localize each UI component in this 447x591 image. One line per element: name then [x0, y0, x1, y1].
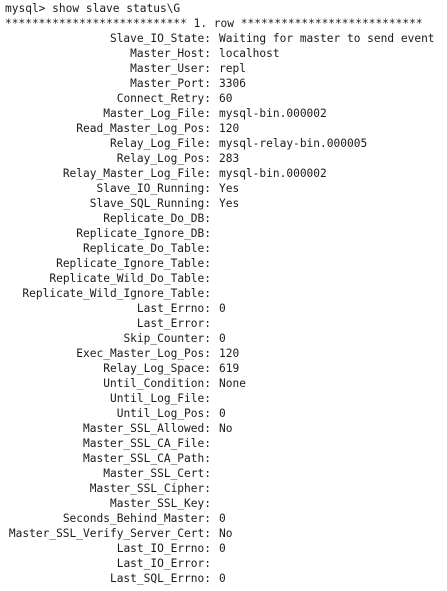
field-value: repl: [219, 62, 246, 75]
field-value: 0: [219, 572, 226, 585]
field-value: [211, 256, 219, 271]
status-field-row: [0, 181, 447, 196]
field-label: Seconds_Behind_Master:: [62, 512, 211, 525]
field-value: [211, 286, 219, 301]
field-value: 283: [219, 152, 240, 165]
status-field-row: [0, 241, 447, 256]
field-value: [211, 466, 219, 481]
field-label: Until_Log_Pos:: [116, 407, 211, 420]
status-field-row: [0, 361, 447, 376]
status-field-row: [0, 151, 447, 166]
field-value: [211, 481, 219, 496]
field-label: Master_Log_File:: [103, 107, 211, 120]
field-value: [211, 316, 219, 331]
status-field-row: [0, 31, 447, 46]
field-label: Read_Master_Log_Pos:: [76, 122, 211, 135]
field-value: None: [219, 377, 246, 390]
status-field-row: [0, 256, 447, 271]
field-label: Replicate_Wild_Do_Table:: [49, 272, 211, 285]
field-value: 120: [219, 122, 240, 135]
field-label: Slave_SQL_Running:: [89, 197, 211, 210]
status-field-row: [0, 226, 447, 241]
field-label: Slave_IO_State:: [109, 32, 211, 45]
field-label: Master_SSL_Allowed:: [83, 422, 211, 435]
field-value: 0: [219, 407, 226, 420]
field-value: 0: [219, 542, 226, 555]
status-field-row: [0, 481, 447, 496]
status-field-row: [0, 61, 447, 76]
field-value: 3306: [219, 77, 246, 90]
field-label: Last_Errno:: [136, 302, 211, 315]
status-field-row: [0, 211, 447, 226]
status-field-row: [0, 196, 447, 211]
field-value: [211, 271, 219, 286]
field-label: Master_SSL_Verify_Server_Cert:: [8, 527, 211, 540]
status-field-row: [0, 136, 447, 151]
status-field-row: [0, 121, 447, 136]
field-value: 0: [219, 512, 226, 525]
field-value: [211, 451, 219, 466]
field-label: Replicate_Do_Table:: [83, 242, 211, 255]
mysql-prompt: mysql>: [5, 2, 46, 15]
field-value: 120: [219, 347, 240, 360]
field-label: Master_Port:: [130, 77, 211, 90]
field-value: [211, 226, 219, 241]
field-label: Relay_Master_Log_File:: [62, 167, 211, 180]
field-value: No: [219, 527, 233, 540]
status-field-row: [0, 391, 447, 406]
field-label: Master_SSL_Cipher:: [89, 482, 211, 495]
field-label: Master_User:: [130, 62, 211, 75]
field-label: Master_SSL_CA_File:: [83, 437, 211, 450]
status-field-row: [0, 166, 447, 181]
field-value: [211, 496, 219, 511]
field-label: Until_Log_File:: [109, 392, 211, 405]
command-text: show slave status\G: [52, 2, 181, 15]
status-field-row: [0, 541, 447, 556]
field-value: Yes: [219, 182, 240, 195]
field-value: Yes: [219, 197, 240, 210]
field-label: Relay_Log_Pos:: [116, 152, 211, 165]
field-label: Exec_Master_Log_Pos:: [76, 347, 211, 360]
field-label: Replicate_Ignore_DB:: [76, 227, 211, 240]
status-field-row: [0, 451, 447, 466]
field-value: mysql-relay-bin.000005: [219, 137, 368, 150]
command-line: [0, 1, 447, 16]
field-value: localhost: [219, 47, 280, 60]
status-field-row: [0, 46, 447, 61]
field-value: [211, 436, 219, 451]
field-value: mysql-bin.000002: [219, 167, 327, 180]
field-label: Master_SSL_Cert:: [103, 467, 211, 480]
field-value: 60: [219, 92, 233, 105]
status-field-row: [0, 571, 447, 586]
field-value: [211, 241, 219, 256]
status-field-row: [0, 376, 447, 391]
status-field-row: [0, 526, 447, 541]
field-label: Last_SQL_Errno:: [109, 572, 211, 585]
status-field-row: [0, 271, 447, 286]
status-field-row: [0, 496, 447, 511]
field-label: Master_SSL_Key:: [109, 497, 211, 510]
status-field-row: [0, 436, 447, 451]
field-value: [211, 211, 219, 226]
status-field-row: [0, 91, 447, 106]
status-field-row: [0, 556, 447, 571]
status-field-row: [0, 76, 447, 91]
field-value: No: [219, 422, 233, 435]
field-value: mysql-bin.000002: [219, 107, 327, 120]
field-label: Relay_Log_File:: [109, 137, 211, 150]
field-label: Slave_IO_Running:: [96, 182, 211, 195]
field-label: Replicate_Ignore_Table:: [56, 257, 211, 270]
status-field-row: [0, 331, 447, 346]
status-field-row: [0, 106, 447, 121]
field-label: Master_Host:: [130, 47, 211, 60]
status-field-row: [0, 316, 447, 331]
field-label: Last_Error:: [136, 317, 211, 330]
field-value: 619: [219, 362, 240, 375]
field-label: Replicate_Wild_Ignore_Table:: [22, 287, 211, 300]
field-label: Last_IO_Errno:: [116, 542, 211, 555]
field-value: [211, 391, 219, 406]
field-label: Master_SSL_CA_Path:: [83, 452, 211, 465]
status-field-row: [0, 466, 447, 481]
field-label: Relay_Log_Space:: [103, 362, 211, 375]
status-field-row: [0, 286, 447, 301]
status-field-row: [0, 406, 447, 421]
field-label: Replicate_Do_DB:: [103, 212, 211, 225]
status-field-row: [0, 511, 447, 526]
field-value: 0: [219, 302, 226, 315]
status-field-list: [0, 31, 447, 586]
field-label: Last_IO_Error:: [116, 557, 211, 570]
field-value: Waiting for master to send event: [219, 32, 435, 45]
field-label: Connect_Retry:: [116, 92, 211, 105]
row-header: *************************** 1. row ***************************: [5, 17, 423, 30]
status-field-row: [0, 301, 447, 316]
field-value: [211, 556, 219, 571]
field-value: 0: [219, 332, 226, 345]
status-field-row: [0, 346, 447, 361]
field-label: Until_Condition:: [103, 377, 211, 390]
status-field-row: [0, 421, 447, 436]
field-label: Skip_Counter:: [123, 332, 211, 345]
